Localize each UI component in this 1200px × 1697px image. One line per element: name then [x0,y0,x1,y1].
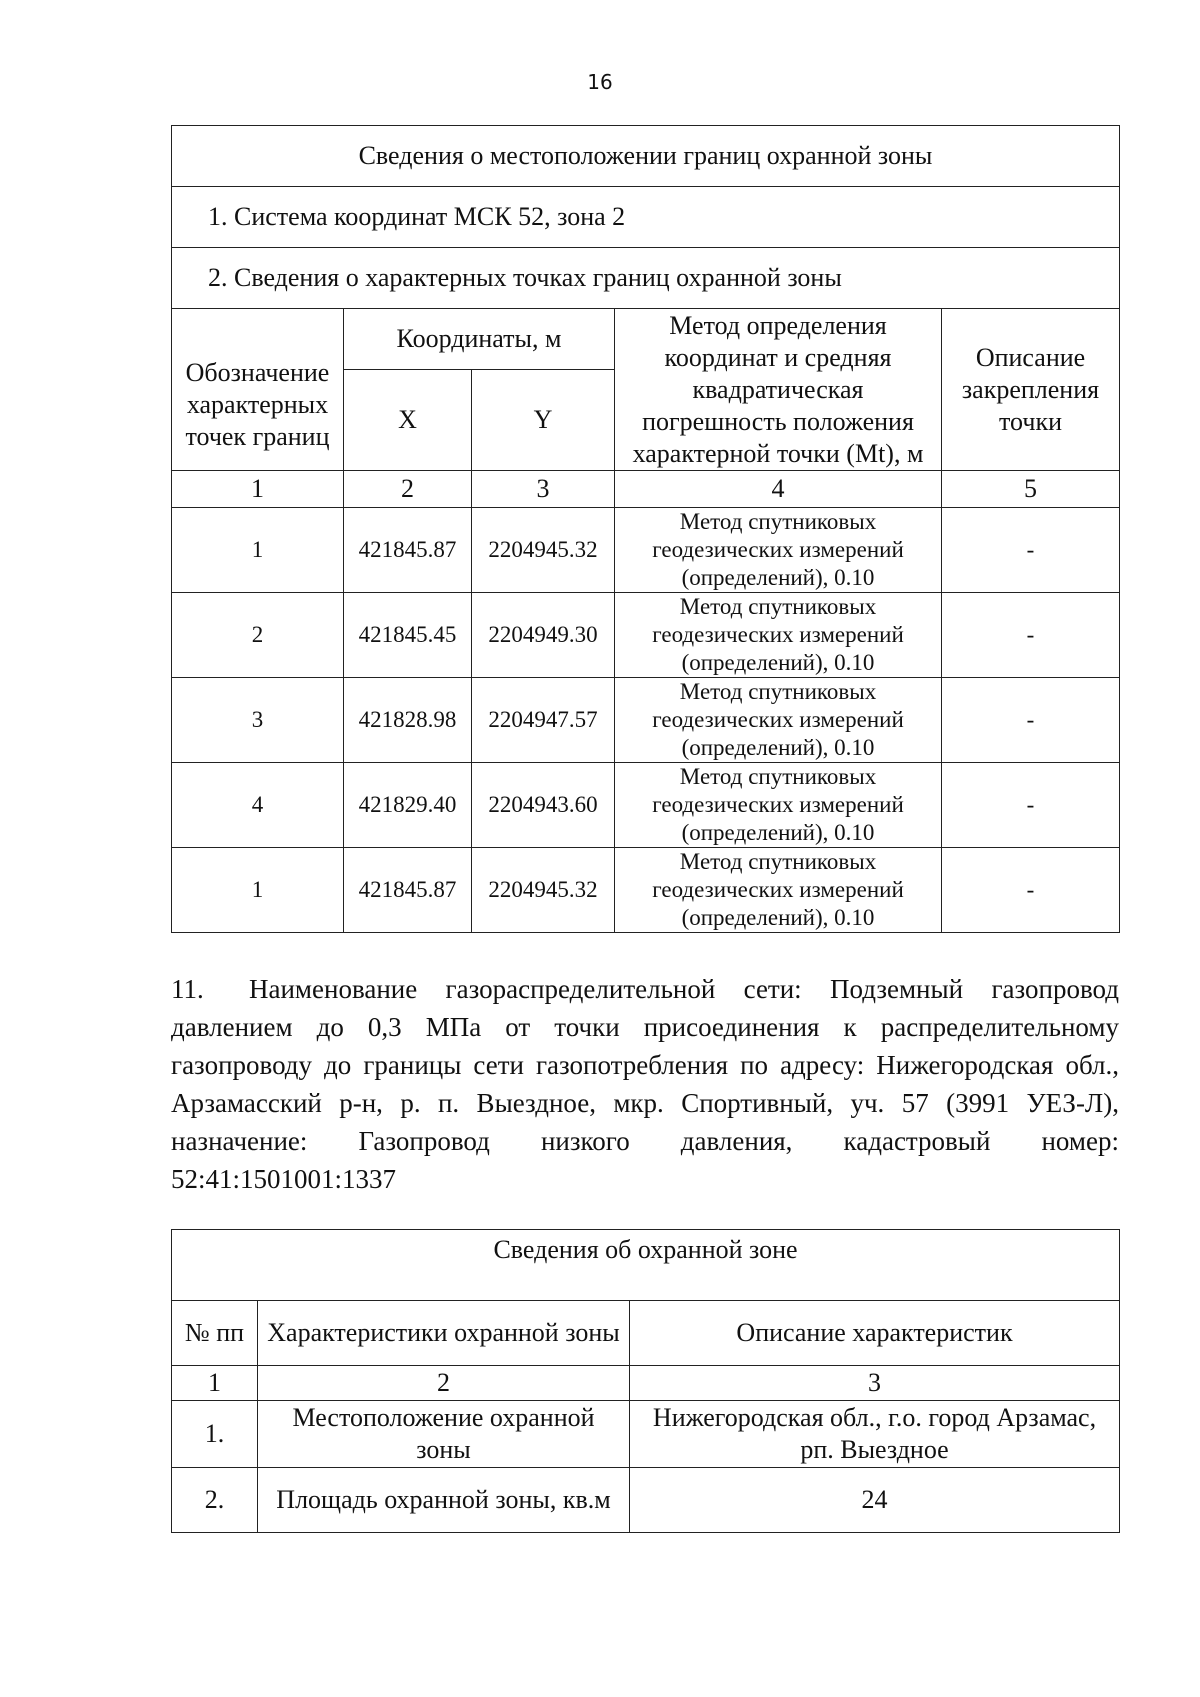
col-description: Описание закрепления точки [942,309,1120,471]
point-x: 421828.98 [344,678,472,763]
col-characteristics: Характеристики охранной зоны [258,1301,630,1366]
point-method: Метод спутниковых геодезических измерений (определений), 0.10 [615,678,942,763]
protection-zone-table [171,1229,1120,1533]
point-x: 421845.87 [344,848,472,933]
point-description: - [942,763,1120,848]
paragraph-number: 11. [171,974,204,1004]
point-method: Метод спутниковых геодезических измерений (определений), 0.10 [615,848,942,933]
coordinate-system: 1. Система координат МСК 52, зона 2 [172,187,1120,248]
table2-title: Сведения об охранной зоне [172,1230,1120,1301]
table-row [172,1401,1120,1468]
point-number: 1 [172,848,344,933]
point-y: 2204949.30 [472,593,615,678]
row-characteristic: Местоположение охранной зоны [258,1401,630,1468]
point-y: 2204945.32 [472,848,615,933]
row-number: 2. [172,1468,258,1533]
col-number: № пп [172,1301,258,1366]
page-number: 16 [587,70,613,94]
point-method: Метод спутниковых геодезических измерений (определений), 0.10 [615,763,942,848]
point-y: 2204943.60 [472,763,615,848]
boundary-points-table [171,125,1120,933]
point-number: 1 [172,508,344,593]
row-description: Нижегородская обл., г.о. город Арзамас, рп. Выездное [630,1401,1120,1468]
network-description-paragraph [171,970,1119,1198]
point-y: 2204947.57 [472,678,615,763]
col-designation: Обозначение характерных точек границ [172,309,344,471]
row-characteristic: Площадь охранной зоны, кв.м [258,1468,630,1533]
point-description: - [942,848,1120,933]
col-index: 1 [172,471,344,508]
point-description: - [942,508,1120,593]
col-index: 5 [942,471,1120,508]
point-x: 421845.87 [344,508,472,593]
point-number: 2 [172,593,344,678]
table-row [172,593,1120,678]
point-x: 421845.45 [344,593,472,678]
col-index: 1 [172,1366,258,1401]
row-number: 1. [172,1401,258,1468]
point-description: - [942,593,1120,678]
col-index: 3 [472,471,615,508]
col-y: Y [472,370,615,471]
table-row [172,763,1120,848]
table1-title: Сведения о местоположении границ охранной зоны [172,126,1120,187]
col-method: Метод определения координат и средняя квадратическая погрешность положения характерной точки (Mt), м [615,309,942,471]
paragraph-text: Наименование газораспределительной сети: Подземный газопровод давлением до 0,3 МПа от точки присоединения к распределительному газопроводу до границы сети газопотребления по адресу: Нижегородская обл., Арзамасский р-н, р. п. Выездное, мкр. Спортивный, уч. 57 (3991 УЕЗ-Л), назначение: Газопровод низкого давления, кадастровый номер: 52:41:1501001:1337 [171,974,1119,1194]
table-row [172,1468,1120,1533]
point-description: - [942,678,1120,763]
table-row [172,848,1120,933]
point-y: 2204945.32 [472,508,615,593]
point-number: 4 [172,763,344,848]
points-title: 2. Сведения о характерных точках границ охранной зоны [172,248,1120,309]
col-x: X [344,370,472,471]
point-number: 3 [172,678,344,763]
table-row [172,678,1120,763]
col-index: 3 [630,1366,1120,1401]
col-index: 2 [258,1366,630,1401]
point-x: 421829.40 [344,763,472,848]
col-coordinates: Координаты, м [344,309,615,370]
table-row [172,508,1120,593]
col-index: 4 [615,471,942,508]
point-method: Метод спутниковых геодезических измерений (определений), 0.10 [615,508,942,593]
point-method: Метод спутниковых геодезических измерений (определений), 0.10 [615,593,942,678]
col-char-description: Описание характеристик [630,1301,1120,1366]
col-index: 2 [344,471,472,508]
row-description: 24 [630,1468,1120,1533]
